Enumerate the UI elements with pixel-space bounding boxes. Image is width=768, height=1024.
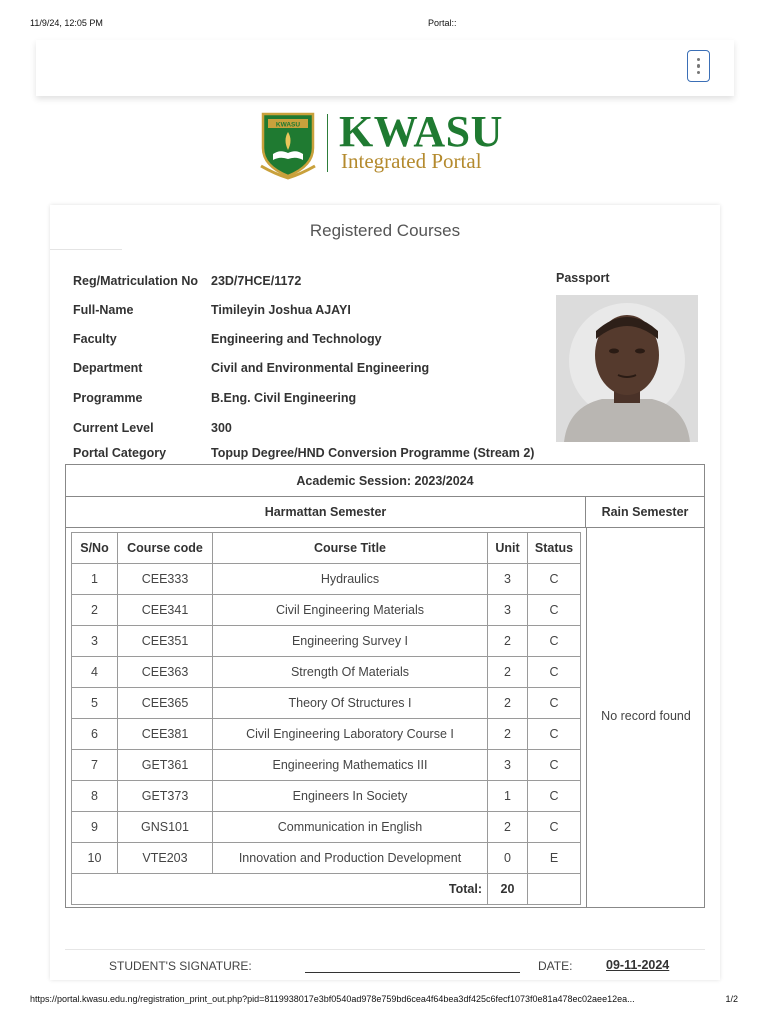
crest-text: KWASU (275, 121, 301, 129)
total-status-empty (528, 874, 581, 905)
passport-label: Passport (556, 271, 610, 285)
table-row (72, 750, 581, 781)
portal-category-value: Topup Degree/HND Conversion Programme (Stream 2) (211, 446, 535, 460)
column-header: Course Title (213, 533, 488, 564)
course-sn: 8 (72, 781, 118, 812)
print-page-number: 1/2 (725, 994, 738, 1004)
table-header-row (72, 533, 581, 564)
print-header (30, 18, 738, 32)
course-code: CEE381 (118, 719, 213, 750)
course-title: Communication in English (213, 812, 488, 843)
print-page-title: Portal:: (428, 18, 457, 28)
course-code: GET373 (118, 781, 213, 812)
course-sn: 9 (72, 812, 118, 843)
print-datetime: 11/9/24, 12:05 PM (30, 18, 103, 28)
course-sn: 2 (72, 595, 118, 626)
course-title: Strength Of Materials (213, 657, 488, 688)
course-code: VTE203 (118, 843, 213, 874)
course-title: Civil Engineering Materials (213, 595, 488, 626)
reg-number-value: 23D/7HCE/1172 (211, 274, 302, 288)
date-label: DATE: (538, 959, 573, 973)
course-status: C (528, 595, 581, 626)
course-code: CEE351 (118, 626, 213, 657)
course-unit: 3 (488, 564, 528, 595)
course-title: Engineers In Society (213, 781, 488, 812)
course-status: E (528, 843, 581, 874)
course-title: Civil Engineering Laboratory Course I (213, 719, 488, 750)
course-sn: 1 (72, 564, 118, 595)
logo-area (0, 106, 768, 182)
course-sn: 3 (72, 626, 118, 657)
logo-divider (327, 114, 328, 172)
programme-value: B.Eng. Civil Engineering (211, 391, 357, 405)
title-rule (50, 249, 122, 250)
course-sn: 7 (72, 750, 118, 781)
course-unit: 3 (488, 595, 528, 626)
programme-label: Programme (73, 391, 143, 405)
course-unit: 2 (488, 812, 528, 843)
kebab-dot (697, 64, 701, 68)
course-code: CEE363 (118, 657, 213, 688)
current-level-label: Current Level (73, 421, 154, 435)
academic-session-title: Academic Session: 2023/2024 (66, 465, 704, 497)
portal-category-label: Portal Category (73, 446, 167, 460)
date-value: 09-11-2024 (606, 958, 670, 972)
course-status: C (528, 812, 581, 843)
course-unit: 2 (488, 626, 528, 657)
signature-divider (65, 949, 705, 950)
course-sn: 10 (72, 843, 118, 874)
passport-photo (556, 295, 698, 442)
course-status: C (528, 564, 581, 595)
course-unit: 2 (488, 688, 528, 719)
table-row (72, 626, 581, 657)
course-status: C (528, 750, 581, 781)
department-value: Civil and Environmental Engineering (211, 361, 430, 375)
total-row (72, 874, 581, 905)
kebab-dot (697, 58, 701, 62)
course-title: Hydraulics (213, 564, 488, 595)
print-url: https://portal.kwasu.edu.ng/registration_print_out.php?pid=8119938017e3bf0540ad978e759bd6cea4f64bea3df425c6fecf1073f0e81a478ec02aee12ea... (30, 994, 635, 1004)
academic-session-box (65, 464, 705, 908)
table-row (72, 719, 581, 750)
harmattan-semester-heading: Harmattan Semester (66, 497, 586, 528)
course-status: C (528, 626, 581, 657)
column-header: Unit (488, 533, 528, 564)
course-unit: 2 (488, 719, 528, 750)
course-unit: 0 (488, 843, 528, 874)
rain-no-record: No record found (601, 709, 691, 723)
reg-number-label: Reg/Matriculation No (73, 274, 199, 288)
kebab-dot (697, 71, 701, 75)
kebab-menu-icon[interactable] (687, 50, 710, 82)
card-title: Registered Courses (309, 221, 461, 240)
column-header: Status (528, 533, 581, 564)
registered-courses-card (50, 205, 720, 980)
table-row (72, 595, 581, 626)
course-code: CEE341 (118, 595, 213, 626)
table-row (72, 564, 581, 595)
course-code: GNS101 (118, 812, 213, 843)
table-row (72, 843, 581, 874)
table-row (72, 688, 581, 719)
table-row (72, 657, 581, 688)
course-title: Theory Of Structures I (213, 688, 488, 719)
course-unit: 1 (488, 781, 528, 812)
print-footer (30, 994, 738, 1008)
total-label: Total: (72, 874, 488, 905)
courses-table (71, 532, 581, 905)
top-bar (36, 40, 734, 96)
signature-line (305, 972, 520, 973)
faculty-label: Faculty (73, 332, 117, 346)
course-sn: 5 (72, 688, 118, 719)
course-title: Innovation and Production Development (213, 843, 488, 874)
faculty-value: Engineering and Technology (211, 332, 382, 346)
logo-wordmark: KWASU (339, 107, 503, 156)
table-row (72, 812, 581, 843)
course-status: C (528, 781, 581, 812)
student-signature-label: STUDENT'S SIGNATURE: (109, 959, 252, 973)
column-header: Course code (118, 533, 213, 564)
table-row (72, 781, 581, 812)
course-status: C (528, 688, 581, 719)
course-unit: 2 (488, 657, 528, 688)
course-status: C (528, 719, 581, 750)
department-label: Department (73, 361, 143, 375)
course-sn: 6 (72, 719, 118, 750)
logo-subtitle: Integrated Portal (341, 149, 482, 173)
current-level-value: 300 (211, 421, 232, 435)
full-name-label: Full-Name (73, 303, 134, 317)
course-sn: 4 (72, 657, 118, 688)
course-code: CEE365 (118, 688, 213, 719)
course-status: C (528, 657, 581, 688)
total-units: 20 (488, 874, 528, 905)
course-title: Engineering Mathematics III (213, 750, 488, 781)
column-header: S/No (72, 533, 118, 564)
rain-semester-body (586, 528, 704, 908)
kwasu-crest-icon (257, 108, 319, 180)
full-name-value: Timileyin Joshua AJAYI (211, 303, 351, 317)
course-unit: 3 (488, 750, 528, 781)
course-code: GET361 (118, 750, 213, 781)
course-code: CEE333 (118, 564, 213, 595)
course-title: Engineering Survey I (213, 626, 488, 657)
rain-semester-heading: Rain Semester (586, 497, 704, 528)
